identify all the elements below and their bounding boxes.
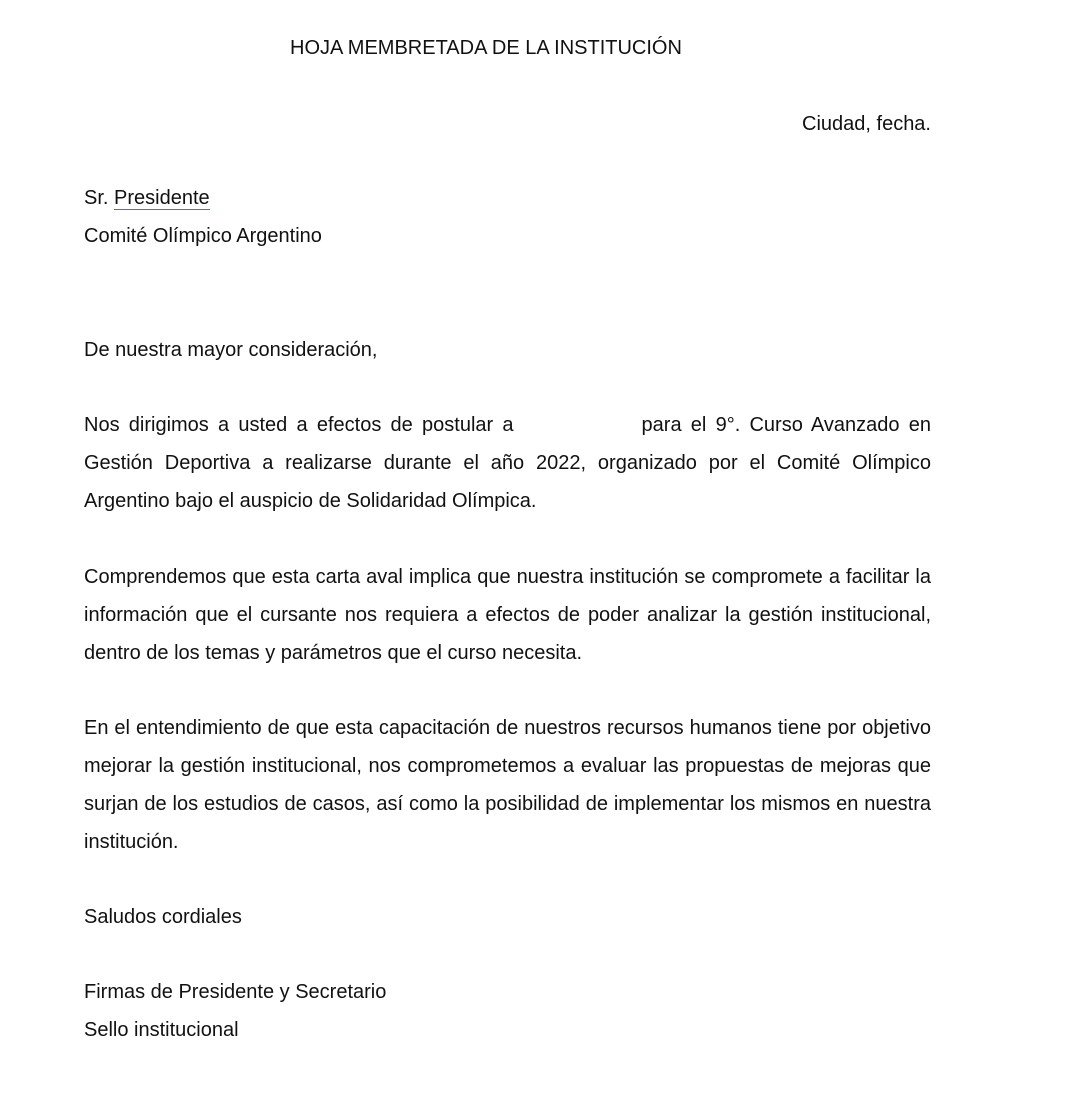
greeting: De nuestra mayor consideración, <box>84 339 378 361</box>
place-date: Ciudad, fecha. <box>802 113 931 135</box>
paragraph-2: Comprendemos que esta carta aval implica que nuestra institución se compromete a facilitar la información que el cursante nos requiera a efectos de poder analizar la gestión institucional, dentro de los temas y parámetros que el curso necesita. <box>84 566 931 664</box>
letterhead-title: HOJA MEMBRETADA DE LA INSTITUCIÓN <box>290 37 682 59</box>
paragraph-1 <box>84 406 931 520</box>
paragraph-1-start: Nos dirigimos a usted a efectos de postular a <box>84 414 514 436</box>
institutional-seal: Sello institucional <box>84 1019 239 1041</box>
salutation-prefix: Sr. <box>84 187 109 209</box>
recipient-title: Presidente <box>114 187 210 209</box>
closing: Saludos cordiales <box>84 906 242 928</box>
paragraph-1-end: para el 9°. Curso Avanzado en Gestión Deportiva a realizarse durante el año 2022, organizado por el Comité Olímpico Argentino bajo el auspicio de Solidaridad Olímpica. <box>84 414 931 512</box>
signatures: Firmas de Presidente y Secretario <box>84 981 387 1003</box>
recipient-line <box>84 179 210 217</box>
recipient-organization: Comité Olímpico Argentino <box>84 225 322 247</box>
paragraph-3: En el entendimiento de que esta capacitación de nuestros recursos humanos tiene por objetivo mejorar la gestión institucional, nos comprometemos a evaluar las propuestas de mejoras que surjan de los estudios de casos, así como la posibilidad de implementar los mismos en nuestra institución. <box>84 717 931 853</box>
